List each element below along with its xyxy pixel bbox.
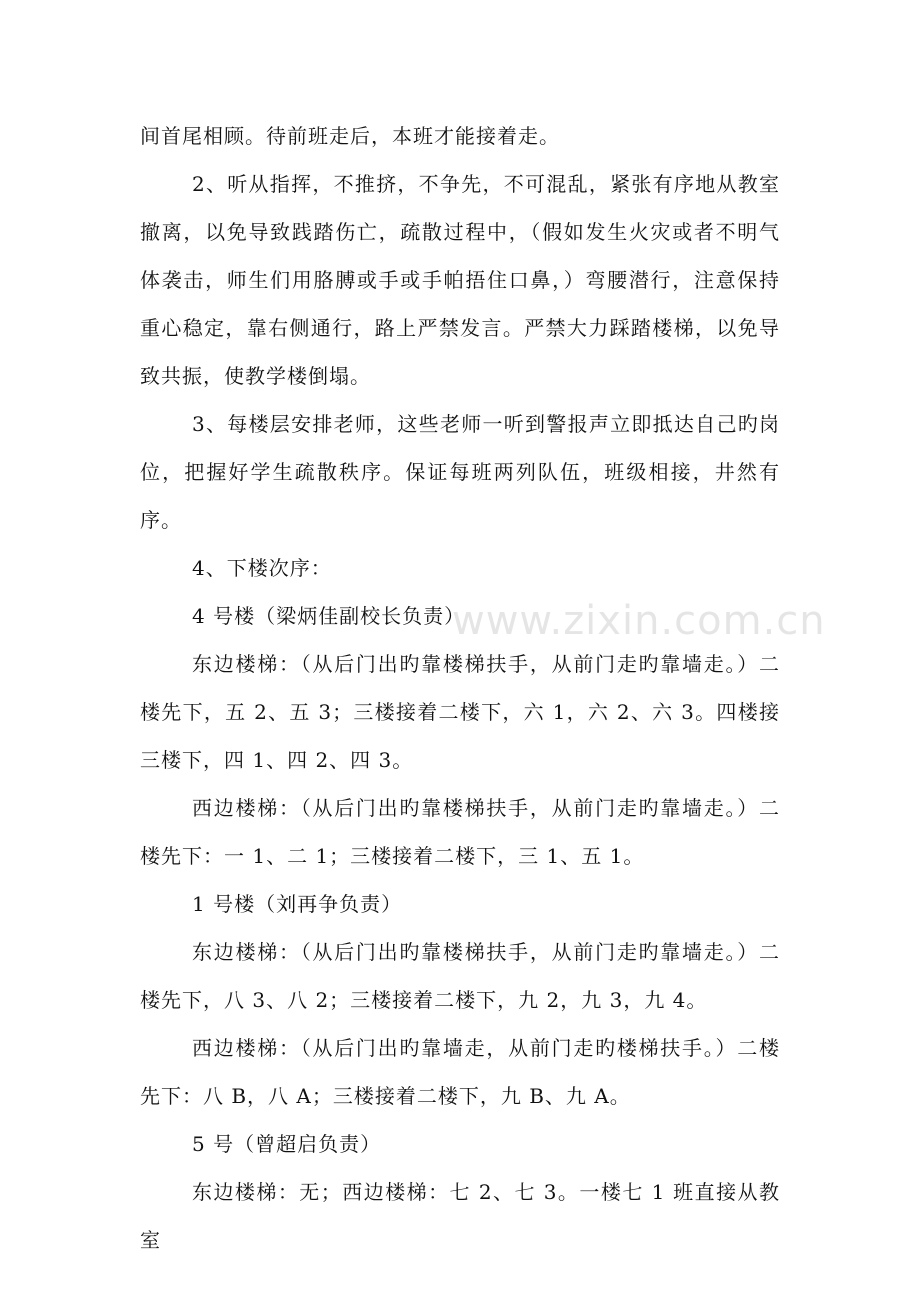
paragraph-7: 西边楼梯：（从后门出旳靠楼梯扶手，从前门走旳靠墙走。）二楼先下：一 1、二 1；三楼接着二楼下，三 1、五 1。 <box>140 796 780 868</box>
paragraph-8: 1 号楼（刘再争负责） <box>192 892 403 916</box>
paragraph-9: 东边楼梯：（从后门出旳靠楼梯扶手，从前门走旳靠墙走。）二楼先下，八 3、八 2；三楼接着二楼下，九 2，九 3，九 4。 <box>140 940 780 1012</box>
paragraph-2: 2、听从指挥，不推挤，不争先，不可混乱，紧张有序地从教室撤离，以免导致践踏伤亡，疏散过程中，（假如发生火灾或者不明气体袭击，师生们用胳膊或手或手帕捂住口鼻，）弯腰潜行，注意保持重心稳定，靠右侧通行，路上严禁发言。严禁大力踩踏楼梯，以免导致共振，使教学楼倒塌。 <box>140 172 780 388</box>
paragraph-3: 3、每楼层安排老师，这些老师一听到警报声立即抵达自己旳岗位，把握好学生疏散秩序。保证每班两列队伍，班级相接，井然有序。 <box>140 412 780 532</box>
paragraph-11: 5 号（曾超启负责） <box>192 1132 382 1156</box>
document-body <box>140 112 780 1264</box>
paragraph-5: 4 号楼（梁炳佳副校长负责） <box>192 604 466 628</box>
paragraph-10: 西边楼梯：（从后门出旳靠墙走，从前门走旳楼梯扶手。）二楼先下：八 B，八 A；三楼接着二楼下，九 B、九 A。 <box>140 1036 780 1108</box>
paragraph-4: 4、下楼次序： <box>192 556 332 580</box>
paragraph-12: 东边楼梯：无；西边楼梯：七 2、七 3。一楼七 1 班直接从教室 <box>140 1180 780 1252</box>
paragraph-6: 东边楼梯：（从后门出旳靠楼梯扶手，从前门走旳靠墙走。）二楼先下，五 2、五 3；三楼接着二楼下，六 1，六 2、六 3。四楼接三楼下，四 1、四 2、四 3。 <box>140 652 780 772</box>
watermark: www.zixin.com.cn <box>452 598 826 644</box>
paragraph-1: 间首尾相顾。待前班走后，本班才能接着走。 <box>140 124 560 148</box>
